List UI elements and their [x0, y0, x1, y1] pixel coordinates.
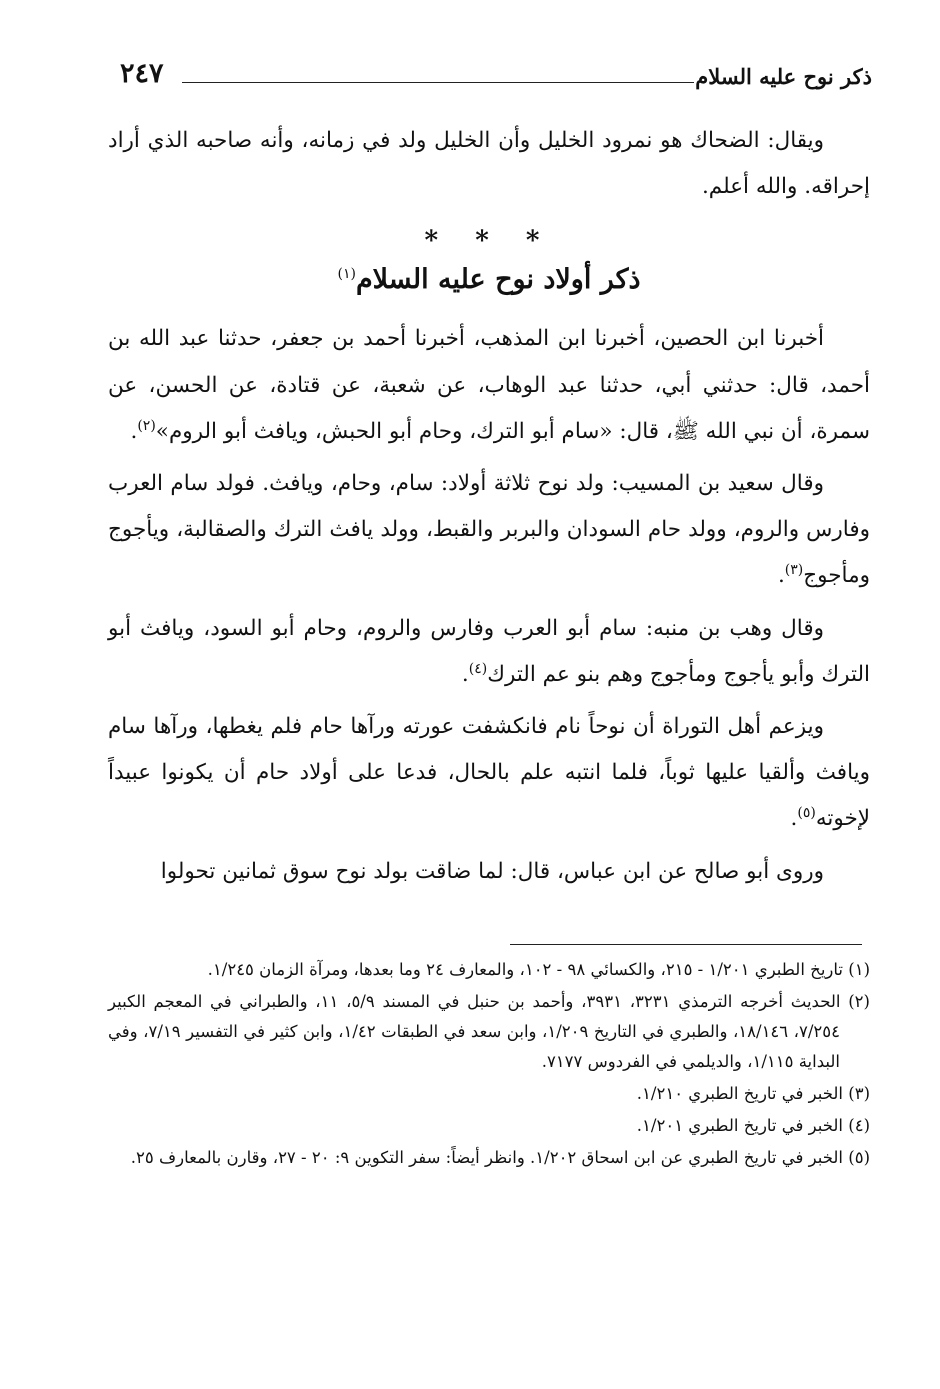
paragraph-end: .: [130, 418, 138, 444]
paragraph-hadith: [108, 316, 870, 455]
footnote-3: (٣) الخبر في تاريخ الطبري ١/٢١٠.: [636, 1084, 870, 1103]
running-header: [120, 50, 872, 102]
chapter-title: ذكر نوح عليه السلام: [695, 64, 872, 89]
paragraph-end: .: [777, 563, 785, 589]
footnote-ref-5: (٥): [797, 805, 816, 822]
footnote-2: (٢) الحديث أخرجه الترمذي ٣٢٣١، ٣٩٣١، وأحمد بن حنبل في المسند ٥/٩، ١١، والطبراني في المعجم الكبير ٧/٢٥٤، ١٨/١٤٦، والطبري في التاريخ ١/٢٠٩، وابن سعد في الطبقات ١/٤٢، وابن كثير في التفسير ٧/١٩، وفي البداية ١/١١٥، والديلمي في الفردوس ٧١٧٧.: [108, 992, 870, 1071]
paragraph-end: .: [790, 806, 798, 832]
paragraph-text: وقال سعيد بن المسيب: ولد نوح ثلاثة أولاد: سام، وحام، ويافث. فولد سام العرب وفارس والروم، وولد حام السودان والبربر والقبط، وولد يافث الترك والصقالبة، ويأجوج ومأجوج: [108, 471, 870, 589]
paragraph-end: .: [461, 661, 469, 687]
intro-paragraph: ويقال: الضحاك هو نمرود الخليل وأن الخليل ولد في زمانه، وأنه صاحبه الذي أراد إحراقه. والله أعلم.: [108, 128, 870, 200]
footnote-rule: [510, 944, 862, 945]
main-text: [108, 118, 870, 895]
paragraph-ibn-abbas: وروى أبو صالح عن ابن عباس، قال: لما ضاقت بولد نوح سوق ثمانين تحولوا: [160, 858, 824, 884]
paragraph-text: ويزعم أهل التوراة أن نوحاً نام فانكشفت عورته ورآها حام فلم يغطها، ورآها سام ويافث وألقيا عليها ثوباً، فلما انتبه علم بالحال، فدعا على أولاد حام أن يكونوا عبيداً لإخوته: [108, 714, 870, 832]
footnote-ref-2: (٢): [137, 417, 156, 434]
footnote-ref-1: (١): [337, 266, 356, 283]
section-heading-text: ذكر أولاد نوح عليه السلام: [355, 264, 641, 296]
footnotes: [108, 955, 870, 1175]
paragraph-text: وقال وهب بن منبه: سام أبو العرب وفارس والروم، وحام أبو السود، ويافث أبو الترك وأبو يأجوج ومأجوج وهم بنو عم الترك: [108, 615, 870, 687]
paragraph-text: أخبرنا ابن الحصين، أخبرنا ابن المذهب، أخبرنا أحمد بن جعفر، حدثنا عبد الله بن أحمد، قال: حدثني أبي، حدثنا عبد الوهاب، عن شعبة، عن قتادة، عن الحسن، عن سمرة، أن نبي الله ﷺ، قال: «سام أبو الترك، وحام أبو الحبش، ويافث أبو الروم»: [108, 326, 870, 444]
footnote-5: (٥) الخبر في تاريخ الطبري عن ابن اسحاق ١/٢٠٢. وانظر أيضاً: سفر التكوين ٩: ٢٠ - ٢٧، وقارن بالمعارف ٢٥.: [130, 1148, 870, 1167]
section-separator: * * *: [424, 226, 554, 257]
footnote-1: (١) تاريخ الطبري ١/٢٠١ - ٢١٥، والكسائي ٩٨ - ١٠٢، والمعارف ٢٤ وما بعدها، ومرآة الزمان ١/٢٤٥.: [207, 960, 870, 979]
footnote-ref-3: (٣): [784, 562, 804, 579]
page-number: ٢٤٧: [120, 58, 164, 89]
paragraph-said-ibn-musayyib: [108, 461, 870, 600]
section-heading: [108, 258, 870, 302]
paragraph-wahb-ibn-munabbih: [108, 606, 870, 698]
paragraph-torah: [108, 704, 870, 843]
footnote-ref-4: (٤): [468, 660, 488, 677]
header-rule: [182, 82, 694, 83]
footnote-4: (٤) الخبر في تاريخ الطبري ١/٢٠١.: [636, 1116, 870, 1135]
